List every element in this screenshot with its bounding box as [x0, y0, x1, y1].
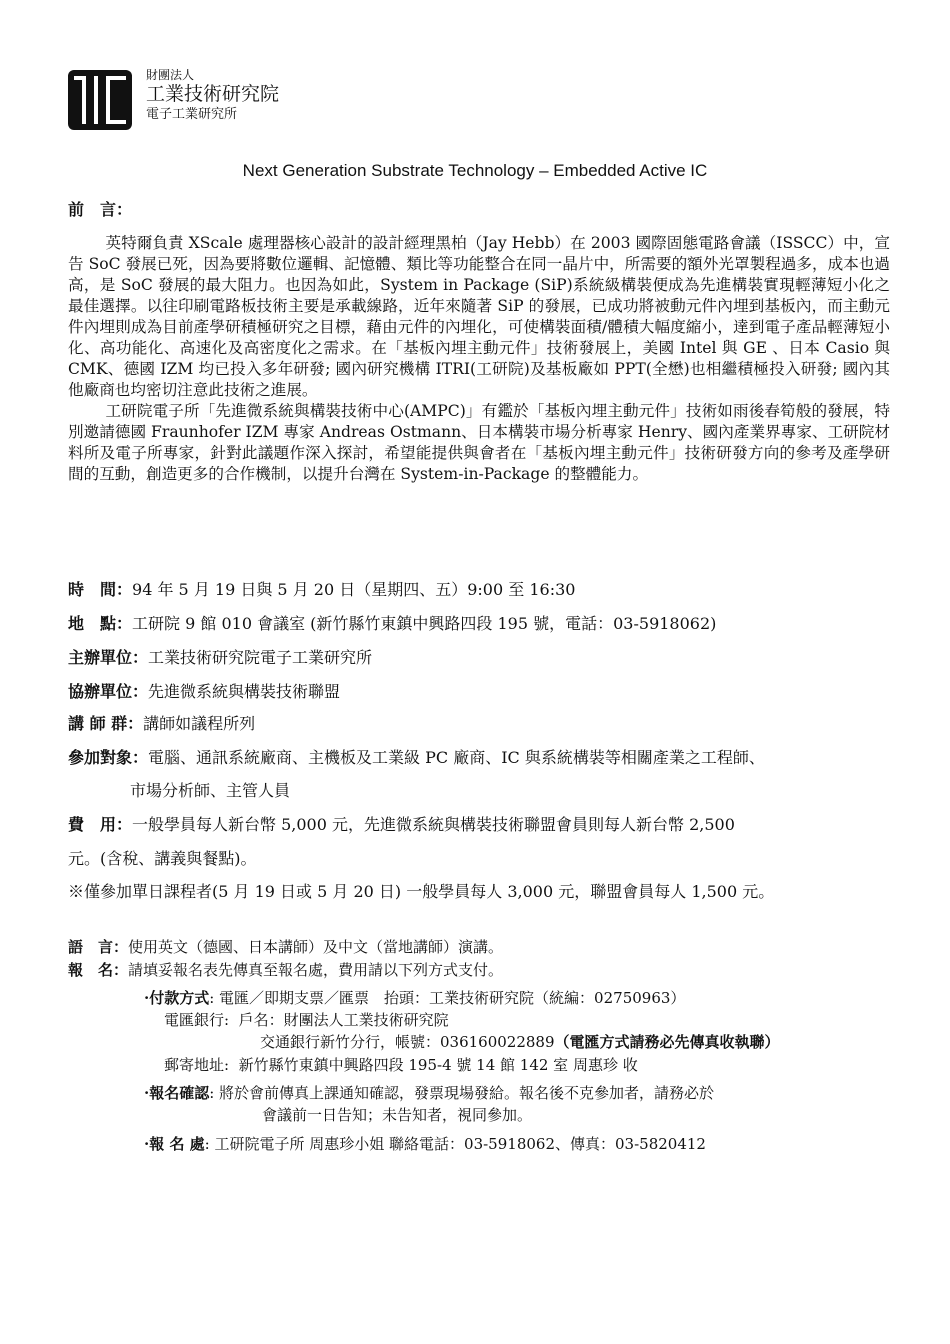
confirm-value: : 將於會前傳真上課通知確認，發票現場發給。報名後不克參加者，請務必於 — [209, 1084, 715, 1102]
speakers-label: 講 師 群： — [68, 714, 144, 733]
time-label: 時 間： — [68, 580, 133, 599]
fee-value-cont: 元。(含稅、講義與餐點)。 — [68, 849, 257, 868]
confirm-label: ·報名確認 — [144, 1084, 210, 1102]
place-label: 地 點： — [68, 614, 133, 633]
fee-label: 費 用： — [68, 815, 133, 834]
language-value: 使用英文（德國、日本講師）及中文（當地講師）演講。 — [128, 938, 504, 956]
fee-value: 一般學員每人新台幣 5,000 元，先進微系統與構裝技術聯盟會員則每人新台幣 2,500 — [132, 815, 735, 834]
fee-note: ※僅參加單日課程者(5 月 19 日或 5 月 20 日) 一般學員每人 3,000 元，聯盟會員每人 1,500 元。 — [68, 882, 775, 901]
logo-line3: 電子工業研究所 — [146, 106, 238, 122]
audience-value-cont: 市場分析師、主管人員 — [130, 781, 291, 800]
audience-row — [68, 747, 765, 769]
intro-label: 前 言： — [68, 200, 133, 219]
mail-value: 新竹縣竹東鎮中興路四段 195-4 號 14 館 142 室 周惠珍 收 — [238, 1056, 638, 1074]
bank-account: 交通銀行新竹分行，帳號：036160022889 — [260, 1033, 555, 1051]
cohost-row — [68, 681, 340, 703]
bank-value: 戶名：財團法人工業技術研究院 — [238, 1011, 449, 1029]
event-info — [68, 0, 898, 1344]
document-title: Next Generation Substrate Technology – Embedded Active IC — [242, 161, 708, 180]
office-label: ·報 名 處 — [144, 1135, 205, 1153]
host-label: 主辦單位： — [68, 648, 149, 667]
office-value: : 工研院電子所 周惠珍小姐 聯絡電話：03-5918062、傳真：03-5820412 — [204, 1135, 706, 1153]
place-row — [68, 613, 716, 635]
intro-paragraph-1: 英特爾負責 XScale 處理器核心設計的設計經理黑柏（Jay Hebb）在 2003 國際固態電路會議（ISSCC）中，宣告 SoC 發展已死，因為要將數位邏輯、記憶體、類比等功能整合在同一晶片中，所需要的額外光罩製程過多，成本也過高，是 SoC 發展的最大阻力。也因為如此，System in Package (SiP)系統級構裝便成為先進構裝實現輕薄短小化之最佳選擇。以往印刷電路板技術主要是承載線路，近年來隨著 SiP 的發展，已成功將被動元件內埋到基板內，而主動元件內埋則成為目前產學研積極研究之目標，藉由元件的內埋化，可使構裝面積/體積大幅度縮小，達到電子產品輕薄短小化、高功能化、高速化及高密度化之需求。在「基板內埋主動元件」技術發展上，美國 Intel 與 GE 、日本 Casio 與 CMK、德國 IZM 均已投入多年研發; 國內研究機構 ITRI(工研院)及基板廠如 PPT(全懋)也相繼積極投入研發; 國內其他廠商也均密切注意此技術之進展。 — [68, 234, 890, 399]
intro-paragraph-2: 工研院電子所「先進微系統與構裝技術中心(AMPC)」有鑑於「基板內埋主動元件」技術如雨後春筍般的發展，特別邀請德國 Fraunhofer IZM 專家 Andreas Ostmann、日本構裝市場分析專家 Henry、國內產業界專家、工研院材料所及電子所專家，針對此議題作深入探討，希望能提供與會者在「基板內埋主動元件」技術研發方向的參考及產學研間的互動，創造更多的合作機制，以提升台灣在 System-in-Package 的整體能力。 — [68, 402, 890, 483]
logo-line1: 財團法人 — [146, 68, 195, 82]
cohost-value: 先進微系統與構裝技術聯盟 — [148, 682, 341, 701]
apply-label: 報 名： — [68, 961, 129, 979]
audience-value: 電腦、通訊系統廠商、主機板及工業級 PC 廠商、IC 與系統構裝等相關產業之工程師、 — [148, 748, 765, 767]
audience-label: 參加對象： — [68, 748, 149, 767]
apply-row — [68, 959, 503, 981]
time-value: 94 年 5 月 19 日與 5 月 20 日（星期四、五）9:00 至 16:30 — [132, 580, 576, 599]
confirm-value-cont: 會議前一日告知；未告知者，視同參加。 — [262, 1106, 533, 1124]
payment-value: : 電匯／即期支票／匯票 抬頭：工業技術研究院（統編：02750963） — [209, 989, 686, 1007]
confirm-row — [144, 1083, 714, 1104]
language-row — [68, 936, 503, 958]
office-row — [144, 1134, 706, 1155]
place-value: 工研院 9 館 010 會議室 (新竹縣竹東鎮中興路四段 195 號，電話：03-5918062) — [132, 614, 717, 633]
speakers-value: 講師如議程所列 — [143, 714, 256, 733]
speakers-row — [68, 713, 255, 735]
language-label: 語 言： — [68, 938, 129, 956]
bank-row — [164, 1010, 449, 1031]
bank-account-row — [260, 1032, 780, 1053]
mail-label: 郵寄地址: — [164, 1056, 230, 1074]
host-row — [68, 647, 372, 669]
logo-line2: 工業技術研究院 — [146, 83, 280, 105]
payment-label: ·付款方式 — [144, 989, 210, 1007]
cohost-label: 協辦單位： — [68, 682, 149, 701]
fee-row — [68, 814, 735, 836]
mail-row — [164, 1055, 638, 1076]
apply-value: 請填妥報名表先傳真至報名處，費用請以下列方式支付。 — [128, 961, 504, 979]
time-row — [68, 579, 575, 601]
host-value: 工業技術研究院電子工業研究所 — [148, 648, 373, 667]
bank-label: 電匯銀行: — [164, 1011, 230, 1029]
bank-note: （電匯方式請務必先傳真收執聯） — [554, 1033, 780, 1051]
payment-row — [144, 988, 685, 1009]
